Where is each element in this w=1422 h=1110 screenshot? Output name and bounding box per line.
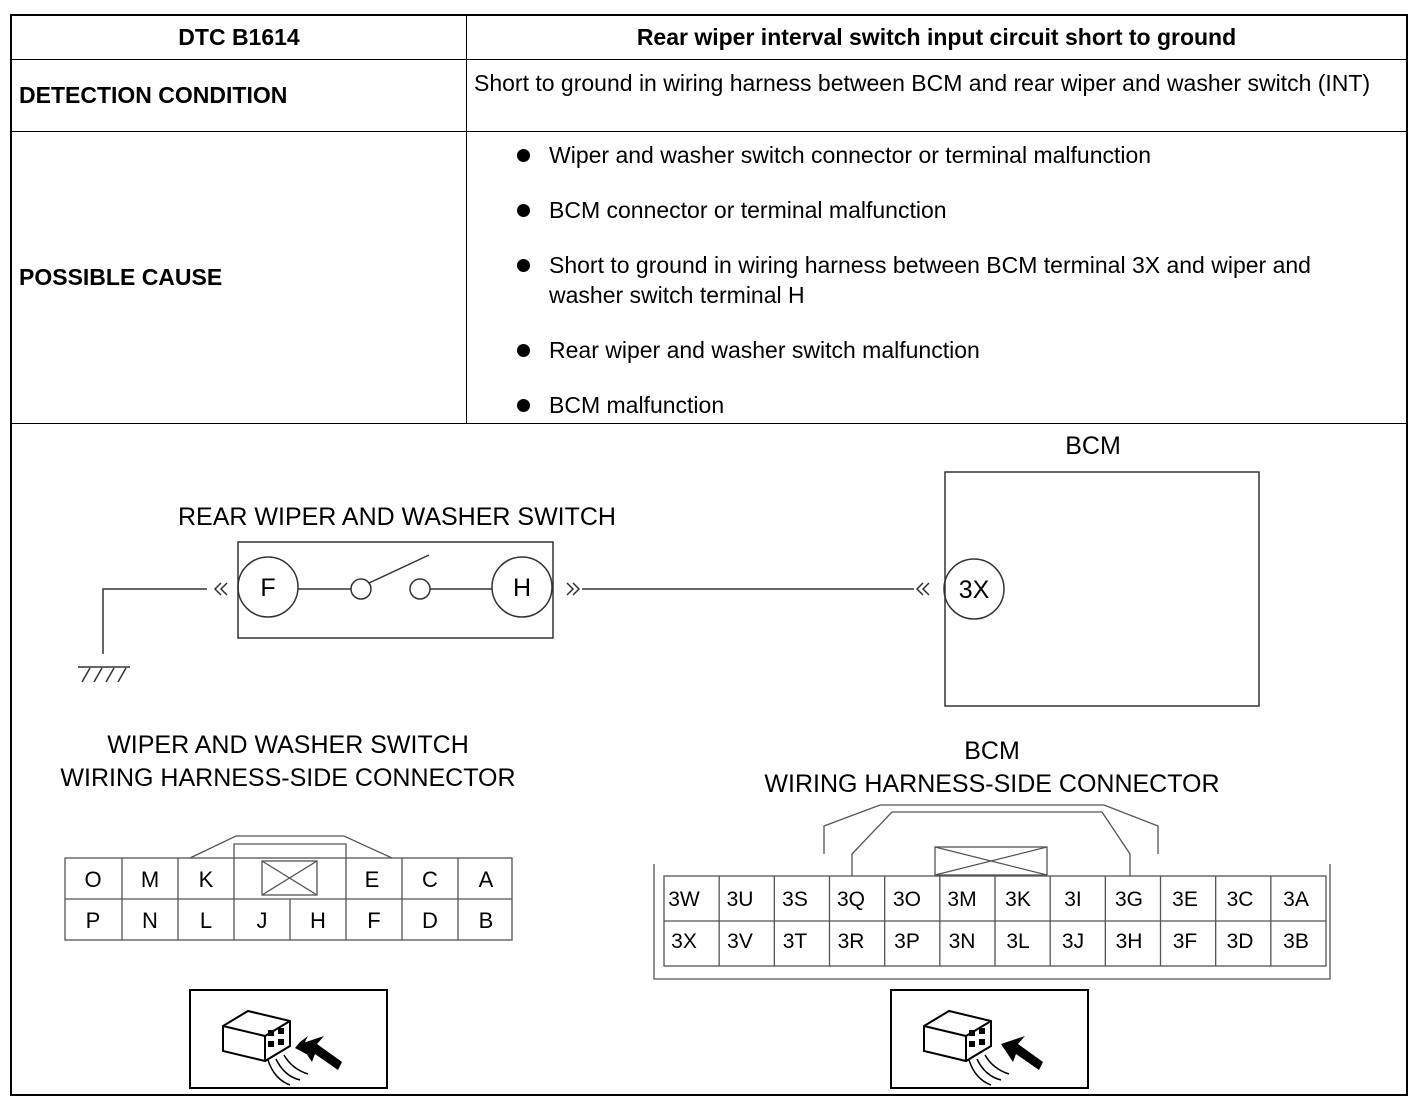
wiper-pin: F (367, 908, 381, 933)
wiring-diagram (12, 424, 1406, 1094)
wiper-connector-title: WIPER AND WASHER SWITCH (107, 731, 469, 759)
connector-mark-middle (567, 583, 579, 595)
wiper-pin: E (364, 867, 380, 892)
bcm-pin: 3Q (836, 888, 866, 911)
bcm-pin: 3W (668, 888, 700, 911)
connector-mark-right (917, 583, 929, 595)
wiper-pin: C (422, 867, 438, 892)
cause-item: BCM connector or terminal malfunction (517, 195, 1386, 225)
bcm-title: BCM (1065, 432, 1121, 460)
bcm-connector-title: BCM (964, 737, 1020, 765)
bcm-pin: 3B (1283, 930, 1309, 953)
wiper-pin: A (478, 867, 494, 892)
wiper-pin: D (422, 908, 438, 933)
bcm-pin: 3E (1172, 888, 1198, 911)
cause-list-cell (467, 132, 1406, 423)
connector-view-icon (190, 990, 387, 1088)
switch-contact (410, 579, 430, 599)
terminal-3x-label: 3X (958, 576, 990, 604)
terminal-f-label: F (260, 574, 276, 602)
bcm-pin: 3M (947, 888, 977, 911)
header-row (12, 16, 1406, 60)
wiper-pin: M (140, 867, 160, 892)
wiper-pin: K (198, 867, 214, 892)
detection-label: DETECTION CONDITION (12, 60, 467, 131)
switch-contact (351, 579, 371, 599)
bcm-pin: 3U (726, 888, 754, 911)
dtc-description: Rear wiper interval switch input circuit short to ground (636, 24, 1237, 50)
detection-text: Short to ground in wiring harness between BCM and rear wiper and washer switch (INT) (474, 70, 1371, 96)
bcm-pin: 3I (1064, 888, 1082, 911)
wiper-pin: H (310, 908, 326, 933)
wiper-pin: B (478, 908, 494, 933)
wiring-diagram-svg (12, 424, 1406, 1094)
bcm-pin: 3R (837, 930, 865, 953)
bcm-pin: 3A (1283, 888, 1309, 911)
switch-title: REAR WIPER AND WASHER SWITCH (178, 503, 616, 531)
bcm-pin: 3C (1226, 888, 1254, 911)
wiper-pin: N (142, 908, 158, 933)
wiper-pin: O (84, 867, 102, 892)
wiper-pin: P (85, 908, 101, 933)
bcm-pin: 3V (727, 930, 753, 953)
cause-row (12, 132, 1406, 424)
bcm-connector-subtitle: WIRING HARNESS-SIDE CONNECTOR (764, 770, 1220, 798)
bcm-pin: 3J (1061, 930, 1085, 953)
detection-row (12, 60, 1406, 132)
bcm-connector-face (654, 805, 1330, 979)
bcm-pin: 3S (782, 888, 808, 911)
bcm-pin: 3K (1005, 888, 1031, 911)
bcm-pin: 3T (782, 930, 808, 953)
cause-item: Rear wiper and washer switch malfunction (517, 335, 1386, 365)
wiper-connector-face (65, 836, 512, 940)
connector-view-icon (891, 990, 1088, 1088)
cause-label: POSSIBLE CAUSE (12, 132, 467, 423)
bcm-pin: 3P (894, 930, 920, 953)
cause-item: Short to ground in wiring harness between BCM terminal 3X and wiper and washer switch terminal H (517, 250, 1386, 310)
bcm-pin: 3L (1006, 930, 1030, 953)
wiper-connector-subtitle: WIRING HARNESS-SIDE CONNECTOR (60, 764, 516, 792)
wiper-pin: L (199, 908, 213, 933)
cause-item: Wiper and washer switch connector or terminal malfunction (517, 140, 1386, 170)
bcm-pin: 3O (892, 888, 922, 911)
bcm-pin: 3G (1114, 888, 1144, 911)
bcm-pin: 3F (1172, 930, 1198, 953)
bcm-pin: 3H (1115, 930, 1143, 953)
bcm-box (945, 472, 1259, 706)
connector-mark-left (215, 583, 227, 595)
wiper-pin: J (256, 908, 268, 933)
terminal-h-label: H (512, 574, 532, 602)
switch-box (238, 542, 553, 638)
bcm-pin: 3X (671, 930, 697, 953)
cause-item: BCM malfunction (517, 390, 1386, 420)
ground-wire (103, 589, 207, 654)
bcm-pin: 3D (1226, 930, 1254, 953)
cause-list (517, 140, 1386, 445)
dtc-code: DTC B1614 (12, 16, 467, 59)
bcm-pin: 3N (948, 930, 976, 953)
dtc-sheet (10, 14, 1408, 1096)
